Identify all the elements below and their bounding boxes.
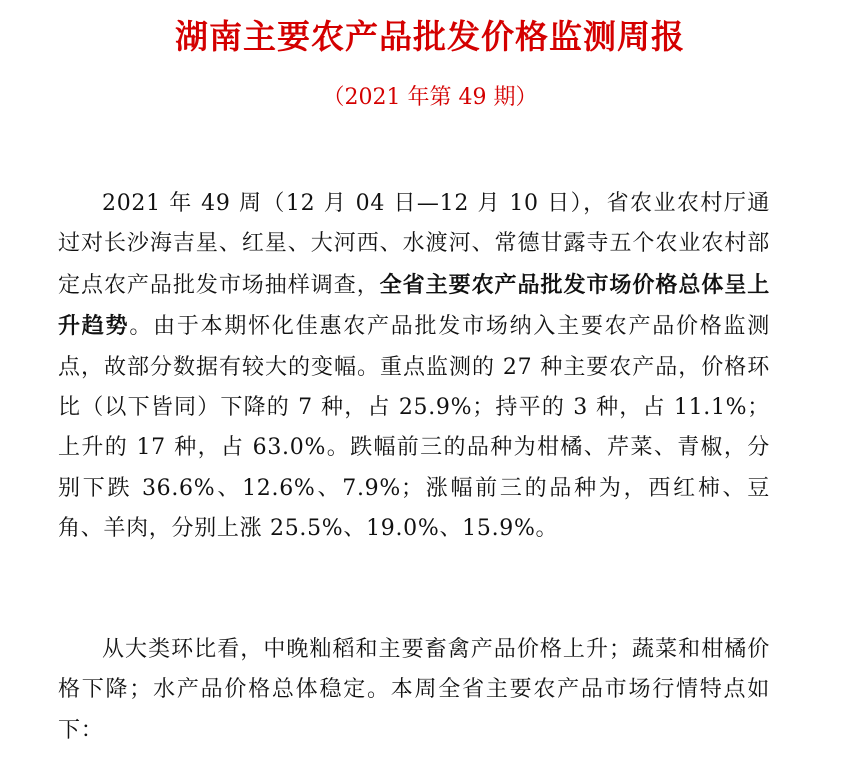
category-overview-text: 从大类环比看，中晚籼稻和主要畜禽产品价格上升；蔬菜和柑橘价格下降；水产品价格总体稳定。本周全省主要农产品市场行情特点如下： [58,637,770,743]
summary-text-details: 。由于本期怀化佳惠农产品批发市场纳入主要农产品价格监测点，故部分数据有较大的变幅。重点监测的 27 种主要农产品，价格环比（以下皆同）下降的 7 种，占 25.9%；持平的 3 种，占 11.1%；上升的 17 种，占 63.0%。跌幅前三的品种为柑橘、芹菜、青椒，分别下跌 36.6%、12.6%、7.9%；涨幅前三的品种为，西红柿、豆角、羊肉，分别上涨 25.5%、19.0%、15.9%。 [58,314,770,542]
report-title: 湖南主要农产品批发价格监测周报 [175,17,685,56]
issue-number: （2021 年第 49 期） [322,85,538,110]
paragraph-summary [58,184,770,550]
summary-text-intro: 2021 年 49 周（12 月 04 日—12 月 10 日），省农业农村厅通过对长沙海吉星、红星、大河西、水渡河、常德甘露寺五个农业农村部定点农产品批发市场抽样调查， [58,191,770,298]
paragraph-category-overview [58,630,770,751]
summary-highlight: 全省主要农产品批发市场价格总体呈上升趋势 [58,271,770,340]
